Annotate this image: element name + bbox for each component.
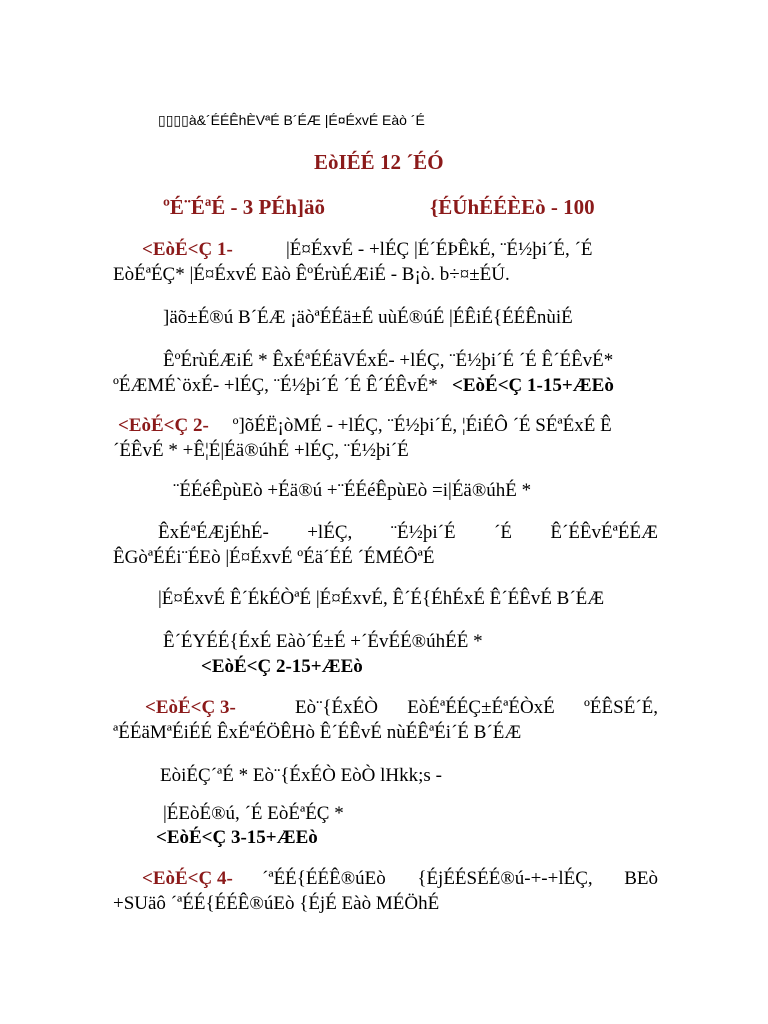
unit4-label: <EòÉ<Ç 4- [142, 868, 233, 889]
unit2-line2: ´ÉÊvÉ * +Ê¦É|Éä®úhÉ +lÉÇ, ¨É½þi´É [113, 440, 409, 461]
unit2-line1: º]õÉË¡òMÉ - +lÉÇ, ¨É½þi´É, ¦ÉiÉÔ ´É SÉªÉxÉ Ê [232, 415, 612, 436]
unit1-line3: ]äõ±É®ú B´ÉÆ ¡äòªÉÉä±É uùÉ®úÉ |ÉÊiÉ{ÉÉÊnùiÉ [163, 307, 573, 328]
unit3-line1: Eò¨{ÉxÉÒ EòÉªÉÉÇ±ÉªÉÒxÉ ºÉÊSÉ´É, [295, 697, 658, 718]
unit1-label: <EòÉ<Ç 1- [142, 239, 233, 260]
unit1-line5 [113, 374, 614, 398]
header-line [158, 108, 425, 132]
unit2-first-line [118, 414, 612, 438]
unit3-line4: |ÉEòÉ®ú, ´É EòÉªÉÇ * [163, 803, 344, 824]
unit4-line1: ´ªÉÉ{ÉÉÊ®úEò {ÉjÉÉSÉÉ®ú-+-+lÉÇ, BEò [262, 868, 658, 889]
unit2-line3: ¨ÉÉéÊpùEò +Éä®ú +¨ÉÉéÊpùEò =i|Éä®úhÉ * [173, 480, 532, 501]
unit2-marks: <EòÉ<Ç 2-15+ÆEò [201, 656, 363, 677]
unit4-line2: +SUäô ´ªÉÉ{ÉÉÊ®úEò {ÉjÉ Eàò MÉÖhÉ [113, 893, 440, 914]
subhead-marks: {ÉÚhÉÉÈEò - 100 [430, 195, 595, 219]
page-title: EòIÉÉ 12 ´ÉÓ [314, 150, 444, 174]
unit3-marks: <EòÉ<Ç 3-15+ÆEò [156, 827, 318, 848]
unit1-line2: EòÉªÉÇ* |É¤ÉxvÉ Eàò ÊºÉrùÉÆiÉ - B¡ò. b÷¤±ÉÚ. [113, 264, 510, 285]
unit1-line1: |É¤ÉxvÉ - +lÉÇ |É´ÉÞÊkÉ, ¨É½þi´É, ´É [286, 239, 593, 260]
header-text: à&´ÉÉÊhÈVªÉ B´ÉÆ |É¤ÉxvÉ Eàò ´É [188, 112, 425, 128]
unit2-label: <EòÉ<Ç 2- [118, 415, 209, 436]
subhead-time: ºÉ¨ÉªÉ - 3 PÉh]äõ [163, 195, 325, 219]
unit3-label: <EòÉ<Ç 3- [145, 697, 236, 718]
header-boxes: ▯▯▯▯ [158, 112, 189, 128]
unit3-line3: EòiÉÇ´ªÉ * Eò¨{ÉxÉÒ EòÒ lHkk;s - [160, 765, 442, 786]
unit2-line5: ÊGòªÉÉi¨ÉEò |É¤ÉxvÉ ºÉä´ÉÉ ´ÉMÉÔªÉ [113, 547, 435, 568]
unit1-line4: ÊºÉrùÉÆiÉ * ÊxÉªÉÉäVÉxÉ- +lÉÇ, ¨É½þi´É ´É Ê´ÉÊvÉ* [163, 350, 614, 371]
unit1-line5-text: ºÉÆMÉ`öxÉ- +lÉÇ, ¨É½þi´É ´É Ê´ÉÊvÉ* [113, 375, 438, 396]
unit1-marks: <EòÉ<Ç 1-15+ÆEò [452, 375, 614, 396]
unit2-line4: ÊxÉªÉÆjÉhÉ- +lÉÇ, ¨É½þi´É ´É Ê´ÉÊvÉªÉÉÆ [158, 522, 658, 543]
unit4-first-line [142, 867, 658, 891]
unit3-first-line [145, 696, 658, 720]
unit3-line2: ªÉÉäMªÉiÉÉ ÊxÉªÉÖÊHò Ê´ÉÊvÉ nùÉÊªÉi´É B´ÉÆ [113, 722, 522, 743]
unit2-line6: |É¤ÉxvÉ Ê´ÉkÉÒªÉ |É¤ÉxvÉ, Ê´É{ÉhÉxÉ Ê´ÉÊvÉ B´ÉÆ [158, 588, 605, 609]
unit2-line7: Ê´ÉYÉÉ{ÉxÉ Eàò´É±É +´ÉvÉÉ®úhÉÉ * [163, 631, 483, 652]
unit1-first-line [142, 238, 662, 262]
